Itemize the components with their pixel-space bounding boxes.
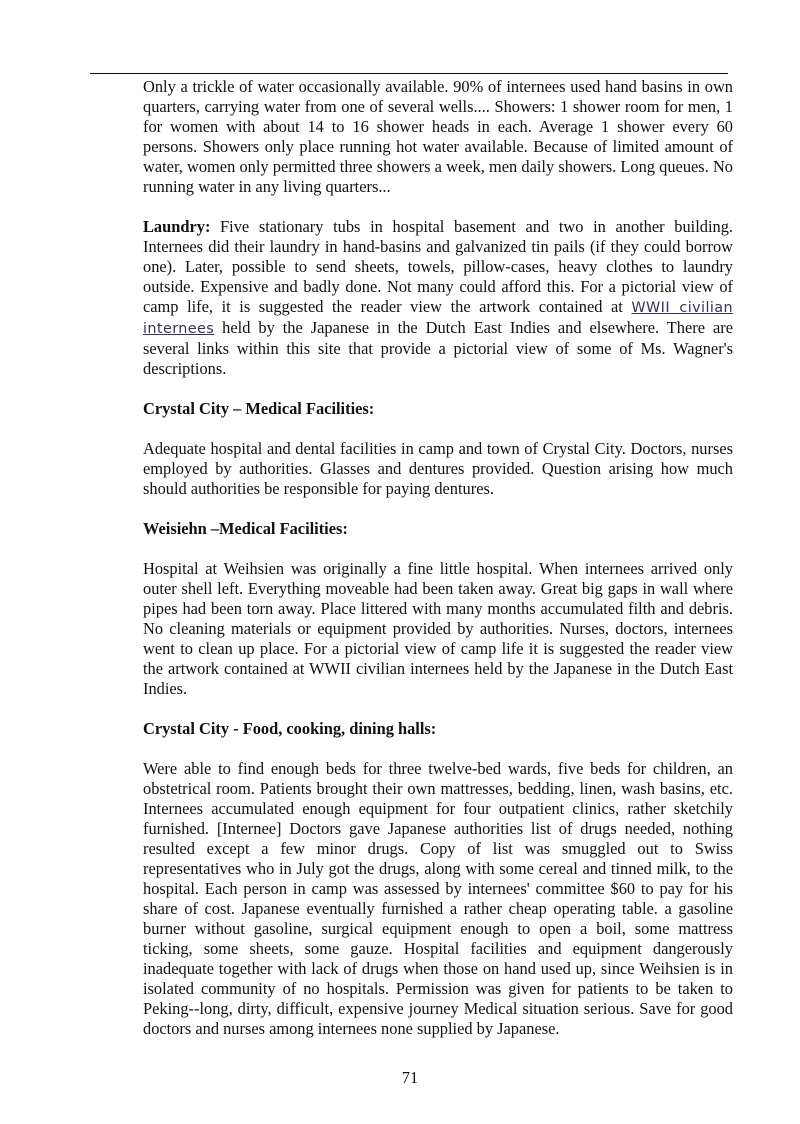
paragraph-crystal-city-medical: Adequate hospital and dental facilities in camp and town of Crystal City. Doctors, nurses employed by authorities. Glasses and dentures provided. Question arising how much should authorities be responsible for paying dentures. [143,439,733,498]
heading-crystal-city-food: Crystal City - Food, cooking, dining halls: [143,719,437,738]
heading-weisiehn-medical: Weisiehn –Medical Facilities: [143,519,348,538]
page-number: 71 [401,1068,419,1087]
laundry-lead: Laundry: [143,217,211,236]
paragraph-laundry [143,217,733,379]
document-body [143,77,733,1059]
header-rule [90,73,728,74]
laundry-text-after-link: held by the Japanese in the Dutch East Indies and elsewhere. There are several links within this site that provide a pictorial view of some of Ms. Wagner's descriptions. [143,318,733,378]
paragraph-water-showers: Only a trickle of water occasionally available. 90% of internees used hand basins in own quarters, carrying water from one of several wells.... Showers: 1 shower room for men, 1 for women with about 14 to 16 shower heads in each. Average 1 shower every 60 persons. Showers only place running hot water available. Because of limited amount of water, women only permitted three showers a week, men daily showers. Long queues. No running water in any living quarters... [143,77,733,196]
heading-crystal-city-medical: Crystal City – Medical Facilities: [143,399,375,418]
laundry-text-before-link: Five stationary tubs in hospital basement and two in another building. Internees did their laundry in hand-basins and galvanized tin pails (if they could borrow one). Later, possible to send sheets, towels, pillow-cases, heavy clothes to laundry outside. Expensive and badly done. Not many could afford this. For a pictorial view of camp life, it is suggested the reader view the artwork contained at [143,217,733,316]
paragraph-weisiehn-medical: Hospital at Weihsien was originally a fine little hospital. When internees arrived only outer shell left. Everything moveable had been taken away. Great big gaps in wall where pipes had been torn away. Place littered with many months accumulated filth and debris. No cleaning materials or equipment provided by authorities. Nurses, doctors, internees went to clean up place. For a pictorial view of camp life it is suggested the reader view the artwork contained at WWII civilian internees held by the Japanese in the Dutch East Indies. [143,559,733,698]
paragraph-crystal-city-food: Were able to find enough beds for three twelve-bed wards, five beds for children, an obstetrical room. Patients brought their own mattresses, bedding, linen, wash basins, etc. Internees accumulated enough equipment for four outpatient clinics, rather sketchily furnished. [Internee] Doctors gave Japanese authorities list of drugs needed, nothing resulted except a few minor drugs. Copy of list was smuggled out to Swiss representatives who in July got the drugs, along with some cereal and tinned milk, to the hospital. Each person in camp was assessed by internees' committee $60 to pay for his share of cost. Japanese eventually furnished a rather cheap operating table. a gasoline burner without gasoline, surgical equipment enough to open a boil, some mattress ticking, some sheets, some gauze. Hospital facilities and equipment dangerously inadequate together with lack of drugs when those on hand used up, since Weihsien is in isolated community of no hospitals. Permission was given for patients to be taken to Peking--long, dirty, difficult, expensive journey Medical situation serious. Save for good doctors and nurses among internees none supplied by Japanese. [143,759,733,1038]
wwii-internees-link[interactable]: WWII civilian internees [143,300,733,337]
